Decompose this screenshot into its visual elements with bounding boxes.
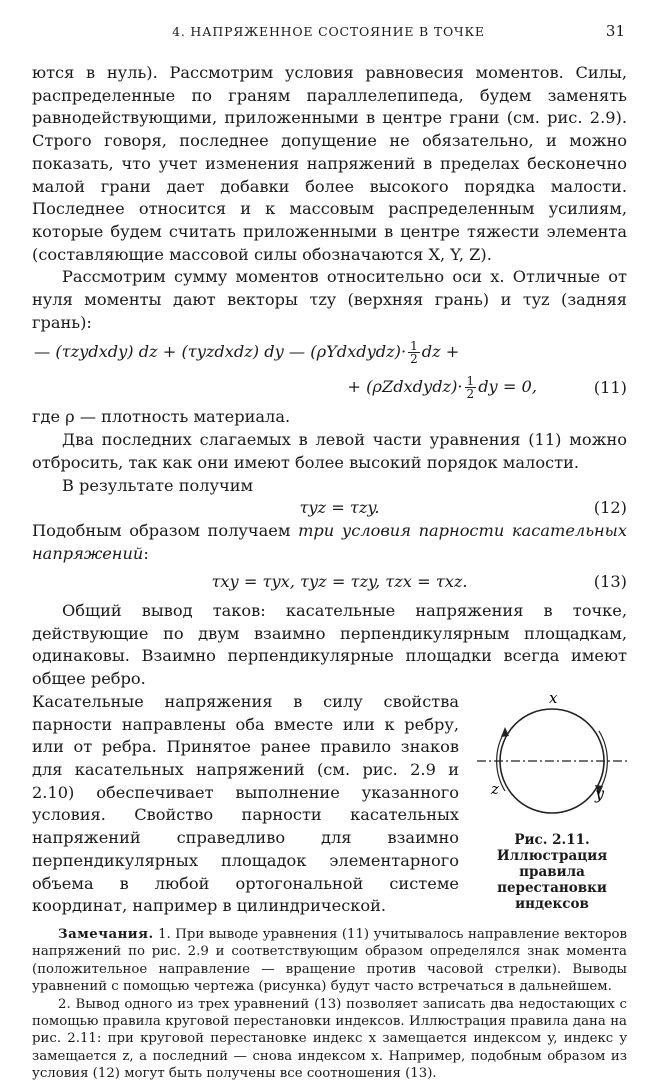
arrow-head <box>501 727 509 737</box>
paragraph <box>32 520 627 565</box>
label-z: z <box>491 779 499 798</box>
equation-11-line-2 <box>32 375 627 400</box>
equation-13 <box>32 571 627 594</box>
equation-text: dz + <box>421 342 460 362</box>
note-2: 2. Вывод одного из трех уравнений (13) позволяет записать два недостающих с помощью правила круговой перестановки индексов. Иллюстрация правила дана на рис. 2.11: при круговой перестановке индекс x замещается индексом y, индекс y замещается z, а последний — снова индексом x. Например, подобным образом из условия (12) могут быть получены все соотношения (13). <box>32 996 627 1082</box>
figure-2-11 <box>477 691 627 918</box>
fraction <box>408 340 420 365</box>
page-number: 31 <box>605 22 625 40</box>
paragraph: где ρ — плотность материала. <box>32 407 291 427</box>
main-text <box>32 62 627 1083</box>
label-y: y <box>595 783 605 803</box>
paragraph: В результате получим <box>62 475 254 495</box>
notes-label: Замечания. <box>58 926 154 942</box>
fraction-denominator: 2 <box>410 352 418 367</box>
equation-text: τyz = τzy. <box>299 498 380 518</box>
equation-11-line-1 <box>32 340 627 365</box>
paragraph: ются в нуль). Рассмотрим условия равновесия моментов. Силы, распределенные по граням параллелепипеда, будем заменять равнодействующими, приложенными в центре грани (см. рис. 2.9). Строго говоря, последнее допущение не обязательно, и можно показать, что учет изменения напряжений в пределах бесконечно малой грани дает добавки более высокого порядка малости. Последнее относится и к массовым распределенным усилиям, которые будем считать приложенными в центре тяжести элемента (составляющие массовой силы обозначаются X, Y, Z). <box>32 63 627 264</box>
paragraph: Рассмотрим сумму моментов относительно оси x. Отличные от нуля моменты дают векторы τzy (верхняя грань) и τyz (задняя грань): <box>32 267 627 332</box>
equation-text: τxy = τyx, τyz = τzy, τzx = τxz. <box>211 572 468 592</box>
italic-term: три условия парности касательных напряжений <box>32 520 627 563</box>
equation-text: dy = 0, <box>478 377 537 397</box>
note-1 <box>32 926 627 996</box>
equation-number: (11) <box>593 377 627 397</box>
equation-number: (13) <box>593 572 627 592</box>
fraction-denominator: 2 <box>466 387 475 402</box>
notes-section <box>32 926 627 1083</box>
note-text: 1. При выводе уравнения (11) учитывалось направление векторов напряжений по рис. 2.9 и соответствующим образом определялся знак момента (положительное направление — вращение против часовой стрелки). Выводы уравнений с помощью чертежа (рисунка) будут часто встречаться в дальнейшем. <box>32 926 627 995</box>
equation-text: — (τzydxdy) dz + (τyzdxdz) dy — (ρYdxdydz)· <box>34 342 407 362</box>
chapter-title: 4. НАПРЯЖЕННОЕ СОСТОЯНИЕ В ТОЧКЕ <box>172 24 485 39</box>
label-x: x <box>549 690 558 707</box>
running-header <box>32 18 625 44</box>
equation-number: (12) <box>593 498 627 518</box>
text-run: Подобным образом получаем <box>32 520 299 540</box>
equation-text: + (ρZdxdydz)· <box>347 377 463 397</box>
fraction <box>465 375 477 400</box>
paragraph: Два последних слагаемых в левой части уравнения (11) можно отбросить, так как они имеют более высокий порядок малости. <box>32 430 627 472</box>
equation-12 <box>32 497 627 520</box>
fraction-numerator: 1 <box>466 374 475 389</box>
fraction-numerator: 1 <box>410 339 418 354</box>
paragraph: Касательные напряжения в силу свойства парности направлены оба вместе или к ребру, или от ребра. Принятое ранее правило знаков для касательных напряжений (см. рис. 2.9 и 2.10) обеспечивает выполнение указанного условия. Свойство парности касательных напряжений справедливо для взаимно перпендикулярных площадок элементарного объема в любой ортогональной системе координат, например в цилиндрической. <box>32 691 459 916</box>
paragraph: Общий вывод таков: касательные напряжения в точке, действующие по двум взаимно перпендикулярным площадкам, одинаковы. Взаимно перпендикулярные площадки всегда имеют общее ребро. <box>32 601 627 689</box>
figure-caption: Рис. 2.11. Иллюстрация правила перестановки индексов <box>496 831 608 912</box>
text-run: : <box>143 543 149 563</box>
text-with-figure <box>32 691 627 918</box>
